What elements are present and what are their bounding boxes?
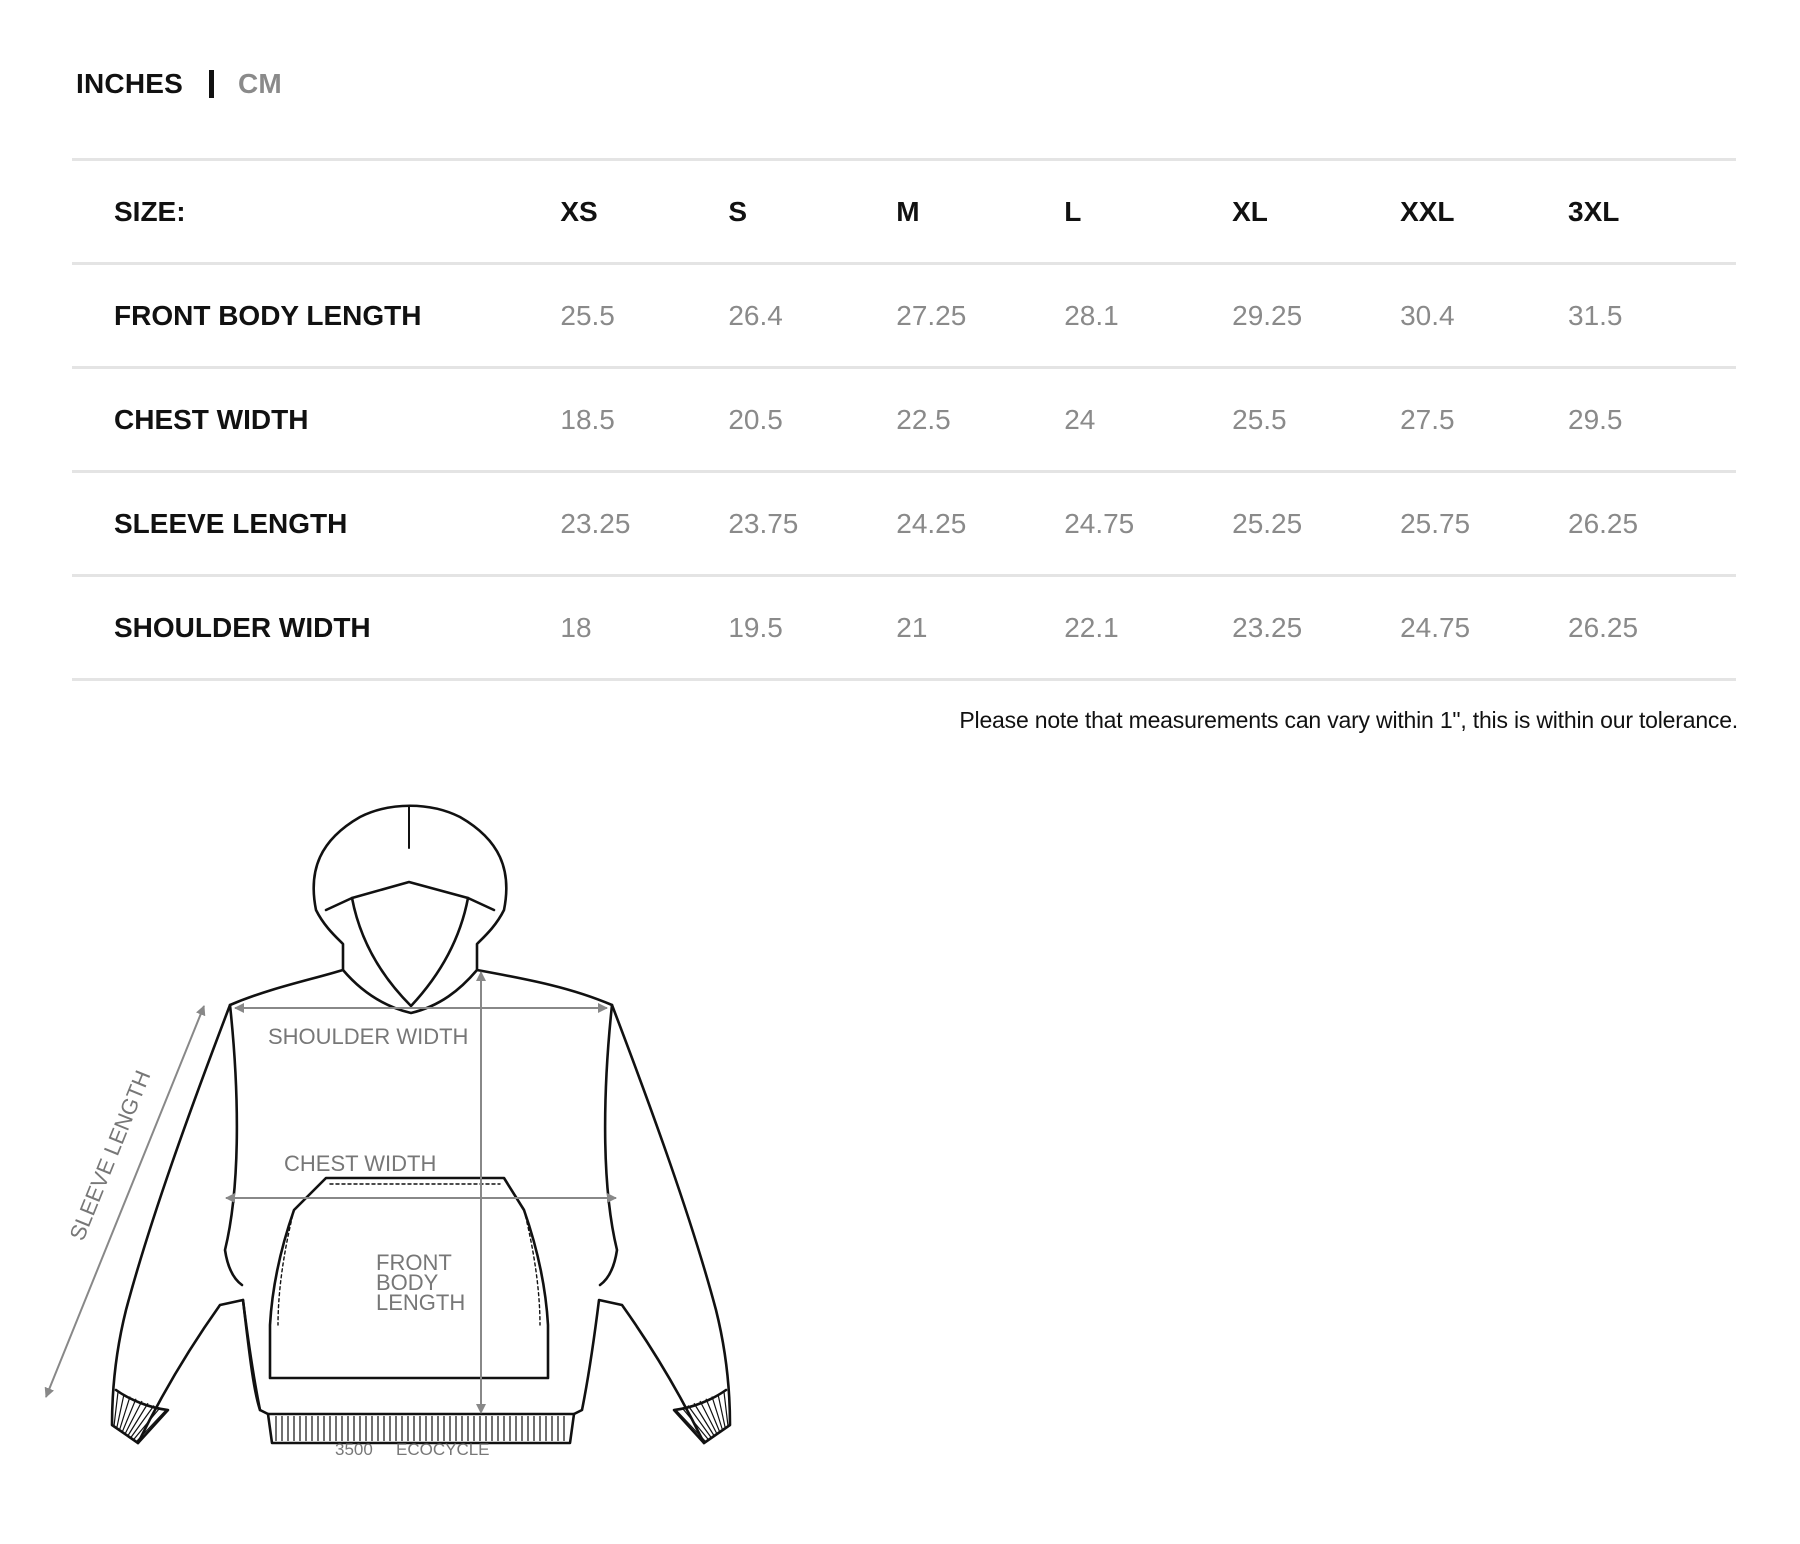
measurement-value: 27.25 [896,299,967,331]
hoodie-diagram [30,780,770,1480]
size-header-xl: XL [1232,195,1268,227]
measurement-value: 25.5 [560,299,615,331]
hoodie-illustration [30,780,770,1480]
measurement-value: 19.5 [728,611,783,643]
hoodie-outline [112,806,730,1443]
measurement-value: 18.5 [560,403,615,435]
rib-line [724,1392,728,1426]
measurement-label: CHEST WIDTH [114,403,309,435]
measurement-value: 26.25 [1568,507,1639,539]
measurement-value: 26.4 [728,299,783,331]
measurement-value: 24.25 [896,507,967,539]
table-header-row [72,160,1736,264]
measurement-value: 20.5 [728,403,783,435]
measurement-value: 29.5 [1568,403,1623,435]
unit-separator [209,70,214,98]
measurement-value: 23.75 [728,507,799,539]
measurement-value: 28.1 [1064,299,1119,331]
size-header-l: L [1064,195,1082,227]
unit-toggle [76,64,282,104]
measurement-value: 25.25 [1232,507,1303,539]
size-header-s: S [728,195,747,227]
size-header-xxl: XXL [1400,195,1455,227]
table-row [72,472,1736,576]
measurement-value: 29.25 [1232,299,1303,331]
size-header-xs: XS [560,195,598,227]
measurement-value: 18 [560,611,592,643]
size-header-m: M [896,195,920,227]
sleeve-length-label: SLEEVE LENGTH [64,1066,156,1244]
measurement-value: 31.5 [1568,299,1623,331]
front-body-label-line-1: FRONT [376,1250,452,1275]
measurement-value: 27.5 [1400,403,1455,435]
measurement-label: FRONT BODY LENGTH [114,299,422,331]
measurement-value: 23.25 [560,507,631,539]
measurement-value: 23.25 [1232,611,1303,643]
measurement-value: 24 [1064,403,1096,435]
unit-cm-tab[interactable]: CM [238,68,282,99]
measurement-value: 26.25 [1568,611,1639,643]
size-header-3xl: 3XL [1568,195,1620,227]
model-name: ECOCYCLE [396,1440,490,1459]
measurement-value: 24.75 [1064,507,1135,539]
tolerance-note: Please note that measurements can vary within 1", this is within our tolerance. [959,707,1738,733]
unit-inches-tab[interactable]: INCHES [76,68,183,99]
rib-line [114,1392,118,1426]
measurement-value: 22.1 [1064,611,1119,643]
measurement-label: SHOULDER WIDTH [114,611,371,643]
size-chart-table [72,158,1736,681]
measurement-value: 30.4 [1400,299,1455,331]
front-body-label-line-2: BODY [376,1270,439,1295]
sleeve-length-arrow [46,1006,204,1397]
size-header-label: SIZE: [114,195,186,227]
rib-line [117,1394,124,1428]
measurement-label: SLEEVE LENGTH [114,507,348,539]
measurement-value: 21 [896,611,928,643]
measurement-value: 22.5 [896,403,951,435]
table-row [72,368,1736,472]
model-number: 3500 [335,1440,373,1459]
measurement-value: 25.75 [1400,507,1471,539]
measurement-value: 24.75 [1400,611,1471,643]
chest-width-label: CHEST WIDTH [284,1151,437,1176]
front-body-label-line-3: LENGTH [376,1290,466,1315]
shoulder-width-label: SHOULDER WIDTH [268,1024,469,1049]
table-row [72,576,1736,680]
waistband-ribbing [114,1392,728,1442]
rib-line [718,1394,725,1428]
measurement-value: 25.5 [1232,403,1287,435]
table-row [72,264,1736,368]
